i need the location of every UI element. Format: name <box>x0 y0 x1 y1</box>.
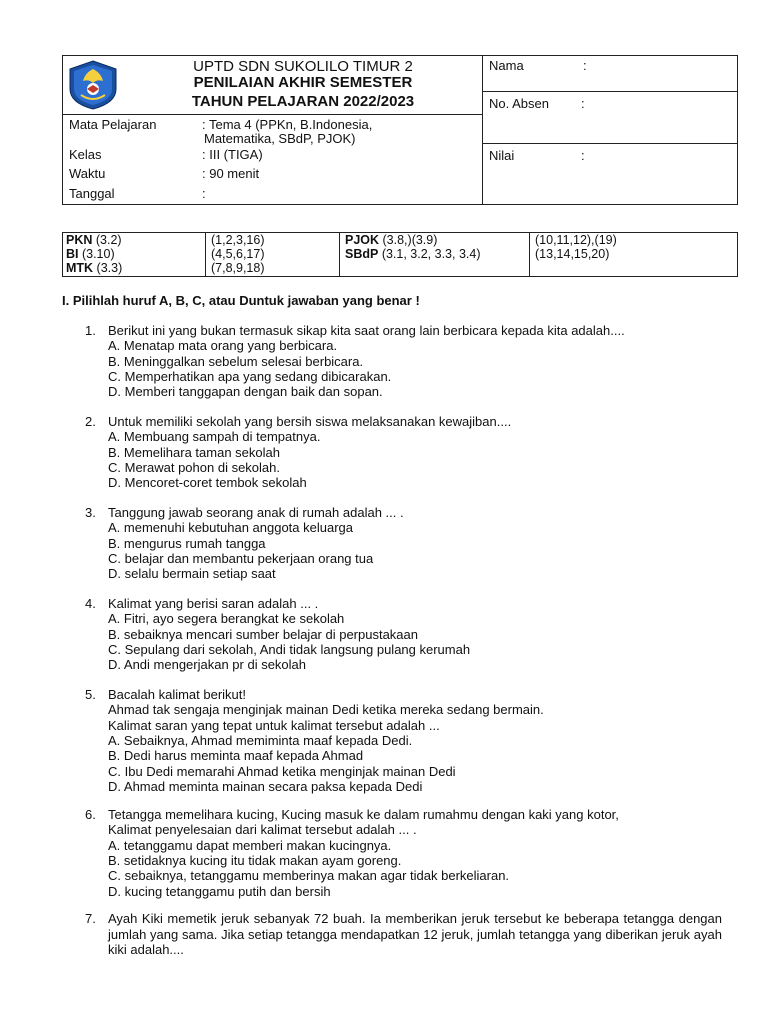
answer-option[interactable]: C. Merawat pohon di sekolah. <box>108 459 280 475</box>
answer-option[interactable]: B. Memelihara taman sekolah <box>108 444 280 460</box>
answer-option[interactable]: C. Memperhatikan apa yang sedang dibicarakan. <box>108 368 392 384</box>
question-text: Ayah Kiki memetik jeruk sebanyak 72 buah. Ia memberikan jeruk tersebut ke beberapa tetangga dengan jumlah yang sama. Jika setiap tetangga mendapatkan 12 jeruk, jumlah tetangga yang diberikan jeruk ayah kiki adalah.... <box>108 911 722 957</box>
tanggal-value: : <box>202 186 206 201</box>
question-number: 7. <box>85 911 96 926</box>
nama-label: Nama <box>489 58 524 73</box>
divider <box>339 233 340 276</box>
question-text: Untuk memiliki sekolah yang bersih siswa melaksanakan kewajiban.... <box>108 414 512 429</box>
code-mtk: MTK (3.3) <box>66 261 123 275</box>
mapel-value-2: Matematika, SBdP, PJOK) <box>204 131 356 146</box>
question-text: Kalimat penyelesaian dari kalimat tersebut adalah ... . <box>108 822 417 838</box>
waktu-label: Waktu <box>69 166 106 181</box>
question-number: 1. <box>85 323 96 338</box>
answer-option[interactable]: C. sebaiknya, tetanggamu memberinya makan agar tidak berkeliaran. <box>108 868 510 884</box>
question-text: Berikut ini yang bukan termasuk sikap kita saat orang lain berbicara kepada kita adalah.... <box>108 323 625 338</box>
answer-option[interactable]: A. memenuhi kebutuhan anggota keluarga <box>108 520 354 536</box>
school-year: TAHUN PELAJARAN 2022/2023 <box>191 93 415 110</box>
subject-codes-table <box>62 232 738 277</box>
nama-colon: : <box>583 58 587 73</box>
code-bi: BI (3.10) <box>66 247 115 261</box>
answer-option[interactable]: D. Andi mengerjakan pr di sekolah <box>108 657 307 673</box>
section-title: I. Pilihlah huruf A, B, C, atau Duntuk jawaban yang benar ! <box>62 293 420 308</box>
code-pjok: PJOK (3.8,)(3.9) <box>345 233 438 247</box>
answer-option[interactable]: A. Sebaiknya, Ahmad memiminta maaf kepada Dedi. <box>108 732 413 748</box>
mapel-label: Mata Pelajaran <box>69 117 157 132</box>
waktu-value: : 90 menit <box>202 166 260 181</box>
question-text: Tanggung jawab seorang anak di rumah adalah ... . <box>108 505 404 520</box>
exam-header <box>62 55 738 205</box>
question-number: 2. <box>85 414 96 429</box>
answer-option[interactable]: A. Fitri, ayo segera berangkat ke sekolah <box>108 611 345 627</box>
answer-option[interactable]: C. Sepulang dari sekolah, Andi tidak langsung pulang kerumah <box>108 641 471 657</box>
answer-option[interactable]: A. Membuang sampah di tempatnya. <box>108 429 321 445</box>
divider <box>205 233 206 276</box>
question-number: 5. <box>85 687 96 702</box>
tut-wuri-handayani-logo-icon <box>67 59 119 111</box>
answer-option[interactable]: C. Ibu Dedi memarahi Ahmad ketika menginjak mainan Dedi <box>108 763 456 779</box>
answer-option[interactable]: B. setidaknya kucing itu tidak makan ayam goreng. <box>108 852 402 868</box>
kelas-label: Kelas <box>69 147 102 162</box>
question-text: Kalimat yang berisi saran adalah ... . <box>108 596 319 611</box>
numbers-bi: (4,5,6,17) <box>211 247 265 261</box>
question-text: Kalimat saran yang tepat untuk kalimat tersebut adalah ... <box>108 717 440 733</box>
school-name: UPTD SDN SUKOLILO TIMUR 2 <box>193 58 413 75</box>
code-sbdp: SBdP (3.1, 3.2, 3.3, 3.4) <box>345 247 481 261</box>
numbers-sbdp: (13,14,15,20) <box>535 247 610 261</box>
mapel-value: : Tema 4 (PPKn, B.Indonesia, <box>202 117 373 132</box>
divider <box>529 233 530 276</box>
numbers-mtk: (7,8,9,18) <box>211 261 265 275</box>
absen-label: No. Absen <box>489 96 549 111</box>
answer-option[interactable]: B. Dedi harus meminta maaf kepada Ahmad <box>108 748 364 764</box>
answer-option[interactable]: D. selalu bermain setiap saat <box>108 566 276 582</box>
answer-option[interactable]: D. kucing tetanggamu putih dan bersih <box>108 883 331 899</box>
answer-option[interactable]: D. Memberi tanggapan dengan baik dan sopan. <box>108 384 383 400</box>
numbers-pjok: (10,11,12),(19) <box>535 233 617 247</box>
question-text: Tetangga memelihara kucing, Kucing masuk ke dalam rumahmu dengan kaki yang kotor, <box>108 807 619 822</box>
answer-option[interactable]: B. Meninggalkan sebelum selesai berbicara. <box>108 353 364 369</box>
answer-option[interactable]: A. Menatap mata orang yang berbicara. <box>108 338 338 354</box>
answer-option[interactable]: B. sebaiknya mencari sumber belajar di perpustakaan <box>108 626 419 642</box>
code-pkn: PKN (3.2) <box>66 233 122 247</box>
question-text: Ahmad tak sengaja menginjak mainan Dedi ketika mereka sedang bermain. <box>108 702 544 718</box>
divider <box>63 114 482 115</box>
kelas-value: : III (TIGA) <box>202 147 263 162</box>
answer-option[interactable]: A. tetanggamu dapat memberi makan kucingnya. <box>108 837 392 853</box>
answer-option[interactable]: D. Ahmad meminta mainan secara paksa kepada Dedi <box>108 778 423 794</box>
answer-option[interactable]: B. mengurus rumah tangga <box>108 535 266 551</box>
nilai-label: Nilai <box>489 148 515 163</box>
answer-option[interactable]: D. Mencoret-coret tembok sekolah <box>108 475 307 491</box>
divider <box>482 143 738 144</box>
absen-colon: : <box>581 96 585 111</box>
question-number: 3. <box>85 505 96 520</box>
question-number: 4. <box>85 596 96 611</box>
nilai-colon: : <box>581 148 585 163</box>
question-text: Bacalah kalimat berikut! <box>108 687 247 702</box>
exam-title: PENILAIAN AKHIR SEMESTER <box>193 74 413 91</box>
question-number: 6. <box>85 807 96 822</box>
numbers-pkn: (1,2,3,16) <box>211 233 265 247</box>
answer-option[interactable]: C. belajar dan membantu pekerjaan orang tua <box>108 550 374 566</box>
tanggal-label: Tanggal <box>69 186 115 201</box>
divider <box>482 91 738 92</box>
